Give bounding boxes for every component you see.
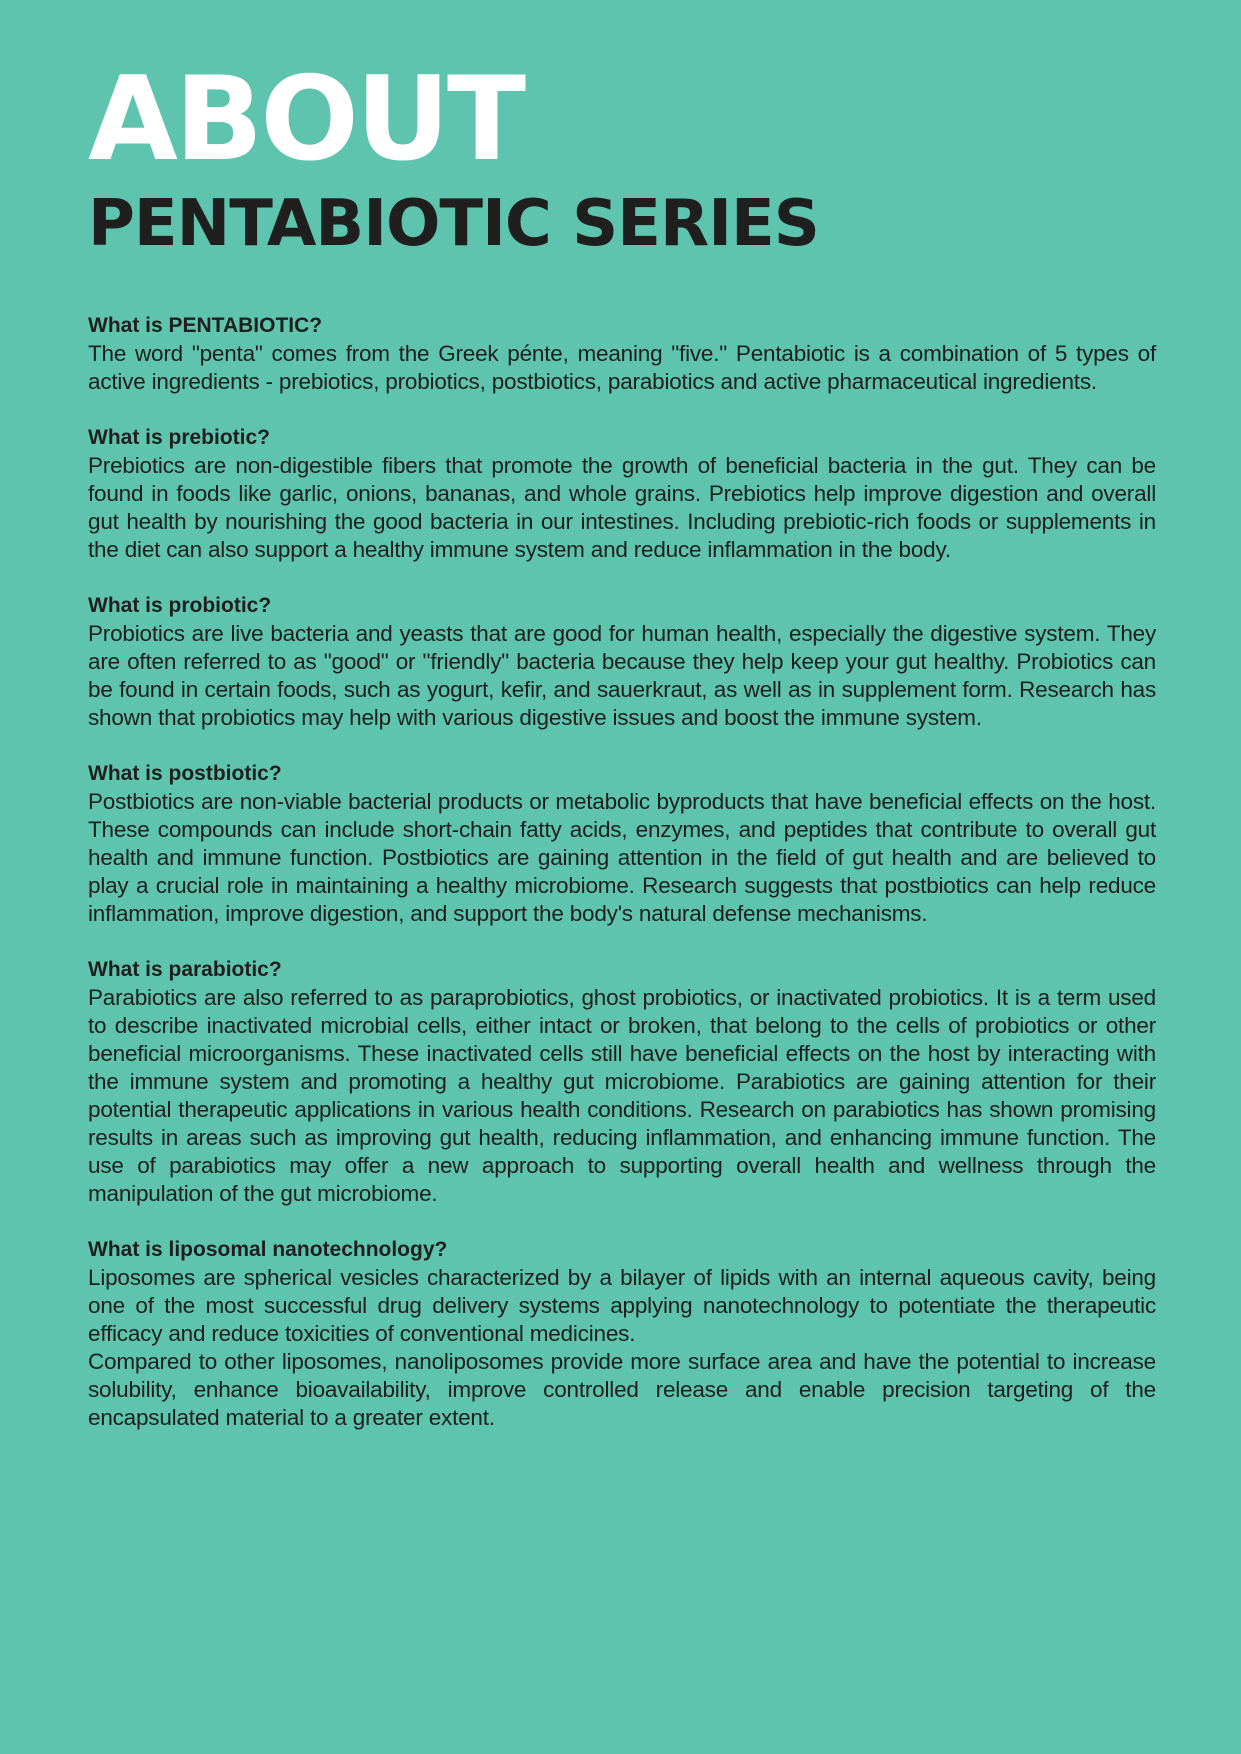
section-heading: What is liposomal nanotechnology? [88, 1238, 448, 1261]
section-pentabiotic [88, 312, 1156, 396]
section-heading: What is PENTABIOTIC? [88, 314, 323, 337]
content-sections [88, 312, 1156, 1432]
section-heading: What is parabiotic? [88, 958, 282, 981]
section-liposomal-nanotechnology [88, 1236, 1156, 1432]
section-heading: What is prebiotic? [88, 426, 271, 449]
section-paragraph: Parabiotics are also referred to as paraprobiotics, ghost probiotics, or inactivated probiotics. It is a term used to describe inactivated microbial cells, either intact or broken, that belong to the cells of probiotics or other beneficial microorganisms. These inactivated cells still have beneficial effects on the host by interacting with the immune system and promoting a healthy gut microbiome. Parabiotics are gaining attention for their potential therapeutic applications in various health conditions. Research on parabiotics has shown promising results in areas such as improving gut health, reducing inflammation, and enhancing immune function. The use of parabiotics may offer a new approach to supporting overall health and wellness through the manipulation of the gut microbiome. [88, 985, 1156, 1206]
section-heading: What is postbiotic? [88, 762, 282, 785]
section-paragraph: Compared to other liposomes, nanoliposomes provide more surface area and have the potential to increase solubility, enhance bioavailability, improve controlled release and enable precision targeting of the encapsulated material to a greater extent. [88, 1349, 1156, 1430]
section-prebiotic [88, 424, 1156, 564]
section-parabiotic [88, 956, 1156, 1208]
about-page [88, 52, 1156, 1460]
section-postbiotic [88, 760, 1156, 928]
section-paragraph: Probiotics are live bacteria and yeasts that are good for human health, especially the digestive system. They are often referred to as "good" or "friendly" bacteria because they help keep your gut healthy. Probiotics can be found in certain foods, such as yogurt, kefir, and sauerkraut, as well as in supplement form. Research has shown that probiotics may help with various digestive issues and boost the immune system. [88, 621, 1156, 730]
section-paragraph: Prebiotics are non-digestible fibers that promote the growth of beneficial bacteria in the gut. They can be found in foods like garlic, onions, bananas, and whole grains. Prebiotics help improve digestion and overall gut health by nourishing the good bacteria in our intestines. Including prebiotic-rich foods or supplements in the diet can also support a healthy immune system and reduce inflammation in the body. [88, 453, 1156, 562]
section-probiotic [88, 592, 1156, 732]
section-heading: What is probiotic? [88, 594, 272, 617]
section-paragraph: The word "penta" comes from the Greek pénte, meaning "five." Pentabiotic is a combination of 5 types of active ingredients - prebiotics, probiotics, postbiotics, parabiotics and active pharmaceutical ingredients. [88, 341, 1156, 394]
page-subtitle: PENTABIOTIC SERIES [88, 187, 819, 261]
section-paragraph: Postbiotics are non-viable bacterial products or metabolic byproducts that have beneficial effects on the host. These compounds can include short-chain fatty acids, enzymes, and peptides that contribute to overall gut health and immune function. Postbiotics are gaining attention in the field of gut health and are believed to play a crucial role in maintaining a healthy microbiome. Research suggests that postbiotics can help reduce inflammation, improve digestion, and support the body's natural defense mechanisms. [88, 789, 1156, 926]
section-paragraph: Liposomes are spherical vesicles characterized by a bilayer of lipids with an internal aqueous cavity, being one of the most successful drug delivery systems applying nanotechnology to potentiate the therapeutic efficacy and reduce toxicities of conventional medicines. [88, 1265, 1156, 1346]
page-title: ABOUT [88, 52, 524, 187]
